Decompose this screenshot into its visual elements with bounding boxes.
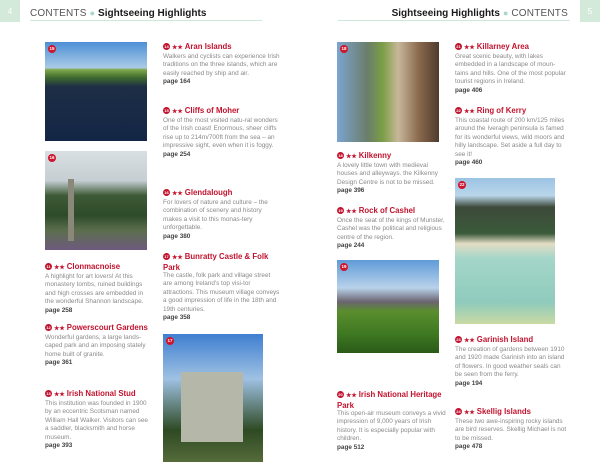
photo-number-badge: 18 [341, 46, 347, 51]
entry-number-badge: 23 [456, 337, 461, 342]
entry-description: For lovers of nature and culture – the combination of scenery and history makes a visit to this monas-tery unforgettable. [163, 199, 268, 232]
entry-page-link[interactable]: page 406 [455, 86, 483, 94]
entry-description: A highlight for art lovers! At this monastery tombs, ruined buildings and high crosses are embedded in the wonderful Shannon landscape. [45, 273, 144, 306]
highlight-entry [163, 106, 281, 159]
highlight-entry [337, 151, 447, 196]
header-rule-right [338, 20, 570, 21]
entry-description: One of the most visited natu-ral wonders of the Irish coast! Enormous, sheer cliffs rise up to 214m/700ft from the sea – an impressive sight, even when it is foggy. [163, 117, 278, 150]
entry-title: Cliffs of Moher [184, 106, 240, 115]
star-rating-icon: ★★ [172, 191, 183, 197]
page-number-right: 5 [580, 0, 600, 22]
highlight-entry [455, 335, 567, 388]
entry-number-badge: 20 [338, 392, 343, 397]
entry-page-link[interactable]: page 393 [45, 442, 73, 450]
highlight-entry [337, 390, 447, 452]
entry-number-badge: 19 [338, 208, 343, 213]
highlight-entry [455, 42, 567, 95]
entry-number-badge: 14 [164, 44, 169, 49]
entry-title: Bunratty Castle & Folk Park [163, 252, 269, 272]
photo-number-badge: 16 [49, 155, 55, 160]
highlight-entry [163, 252, 281, 322]
entry-title: Garinish Island [476, 335, 534, 344]
castle-shape [181, 372, 243, 442]
entry-description: Wonderful gardens, a large lands-caped park and an imposing stately home built of granite. [45, 334, 146, 358]
header-right [392, 6, 568, 20]
star-rating-icon: ★★ [172, 109, 183, 115]
entry-description: Great scenic beauty, with lakes embedded in a landscape of moun-tains and hills. One of the most popular tourist regions in Ireland. [455, 53, 566, 86]
entry-number-badge: 11 [46, 264, 51, 269]
entry-description: This coastal route of 200 km/125 miles around the Iveragh peninsula is famed for its wonderful views, wild moors and hilly landscape. Set aside a full day to see it! [455, 117, 565, 158]
photo-rock-of-cashel [337, 260, 439, 353]
separator-dot-icon: ● [89, 8, 96, 18]
entry-page-link[interactable]: page 478 [455, 443, 483, 451]
photo-number-badge: 17 [167, 338, 173, 343]
entry-number-badge: 16 [164, 190, 169, 195]
entry-title: Aran Islands [184, 42, 232, 51]
entry-page-link[interactable]: page 358 [163, 314, 191, 322]
entry-title: Powerscourt Gardens [66, 323, 148, 332]
star-rating-icon: ★★ [54, 392, 65, 398]
entry-description: Once the seat of the kings of Munster, Cashel was the political and religious centre of the region. [337, 217, 445, 241]
star-rating-icon: ★★ [346, 154, 357, 160]
page-number-left: 4 [0, 0, 20, 22]
star-rating-icon: ★★ [464, 338, 475, 344]
photo-kilkenny [337, 42, 439, 142]
star-rating-icon: ★★ [464, 109, 475, 115]
entry-number-badge: 17 [164, 254, 169, 259]
star-rating-icon: ★★ [346, 209, 357, 215]
entry-description: A lovely little town with medieval houses and alleyways. the Kilkenny Design Centre is not to be missed. [337, 162, 438, 186]
entry-page-link[interactable]: page 244 [337, 242, 365, 250]
star-rating-icon: ★★ [54, 326, 65, 332]
photo-ring-of-kerry [455, 178, 555, 324]
highlight-entry [163, 188, 281, 241]
header-left [30, 6, 206, 20]
star-rating-icon: ★★ [172, 255, 183, 261]
entry-title: Ring of Kerry [476, 106, 527, 115]
highlight-entry [455, 106, 567, 167]
entry-title: Skellig Islands [476, 407, 531, 416]
round-tower [68, 179, 74, 241]
entry-number-badge: 12 [46, 325, 51, 330]
highlight-entry [45, 323, 153, 368]
section-title: Sightseeing Highlights [98, 8, 207, 19]
entry-number-badge: 21 [456, 44, 461, 49]
entry-page-link[interactable]: page 164 [163, 78, 191, 86]
highlight-entry [455, 407, 567, 452]
entry-page-link[interactable]: page 194 [455, 379, 483, 387]
contents-link[interactable]: CONTENTS [30, 8, 87, 19]
highlight-entry [163, 42, 281, 87]
star-rating-icon: ★★ [172, 45, 183, 51]
entry-description: These two awe-inspiring rocky islands are bird reserves. Skellig Michael is not to be missed. [455, 418, 567, 442]
entry-description: The creation of gardens between 1910 and 1920 made Garinish into an island of flowers. In good weather seals can be seen from the ferry. [455, 346, 565, 379]
entry-description: This open-air museum conveys a vivid impression of 9,000 years of Irish history. It is especially popular with children. [337, 410, 446, 443]
star-rating-icon: ★★ [464, 410, 475, 416]
entry-title: Rock of Cashel [358, 206, 416, 215]
entry-number-badge: 15 [164, 108, 169, 113]
entry-title: Glendalough [184, 188, 233, 197]
highlight-entry [337, 206, 447, 251]
entry-title: Irish National Stud [66, 389, 136, 398]
entry-number-badge: 18 [338, 153, 343, 158]
photo-number-badge: 22 [459, 182, 465, 187]
highlight-entry [45, 389, 153, 450]
entry-page-link[interactable]: page 460 [455, 159, 483, 167]
entry-description: Walkers and cyclists can experience Irish traditions on the three islands, which are easily reached by ship and air. [163, 53, 280, 77]
photo-number-badge: 19 [341, 264, 347, 269]
section-title: Sightseeing Highlights [391, 8, 500, 19]
header-rule-left [30, 20, 262, 21]
star-rating-icon: ★★ [54, 265, 65, 271]
separator-dot-icon: ● [502, 8, 509, 18]
entry-description: This institution was founded in 1900 by an eccentric Scotsman named William Hall Walker. Visitors can see a saddler, blacksmith and horse museum. [45, 400, 148, 441]
highlight-entry [45, 262, 153, 315]
photo-bunratty-castle [163, 334, 263, 462]
photo-glendalough [45, 151, 147, 250]
entry-number-badge: 22 [456, 108, 461, 113]
entry-title: Killarney Area [476, 42, 529, 51]
entry-number-badge: 24 [456, 409, 461, 414]
star-rating-icon: ★★ [346, 393, 357, 399]
entry-page-link[interactable]: page 254 [163, 150, 191, 158]
entry-title: Clonmacnoise [66, 262, 121, 271]
entry-page-link[interactable]: page 258 [45, 306, 73, 314]
entry-page-link[interactable]: page 361 [45, 359, 73, 367]
entry-description: The castle, folk park and village street are among Ireland's top visi-tor attractions. This museum village conveys a good impression of life in the 18th and 19th centuries. [163, 272, 280, 313]
entry-page-link[interactable]: page 512 [337, 443, 365, 451]
entry-page-link[interactable]: page 380 [163, 232, 191, 240]
entry-page-link[interactable]: page 396 [337, 187, 365, 195]
entry-number-badge: 13 [46, 391, 51, 396]
entry-title: Irish National Heritage Park [337, 390, 442, 410]
entry-title: Kilkenny [358, 151, 392, 160]
photo-cliffs-of-moher [45, 42, 147, 141]
contents-link[interactable]: CONTENTS [511, 8, 568, 19]
star-rating-icon: ★★ [464, 45, 475, 51]
photo-number-badge: 15 [49, 46, 55, 51]
